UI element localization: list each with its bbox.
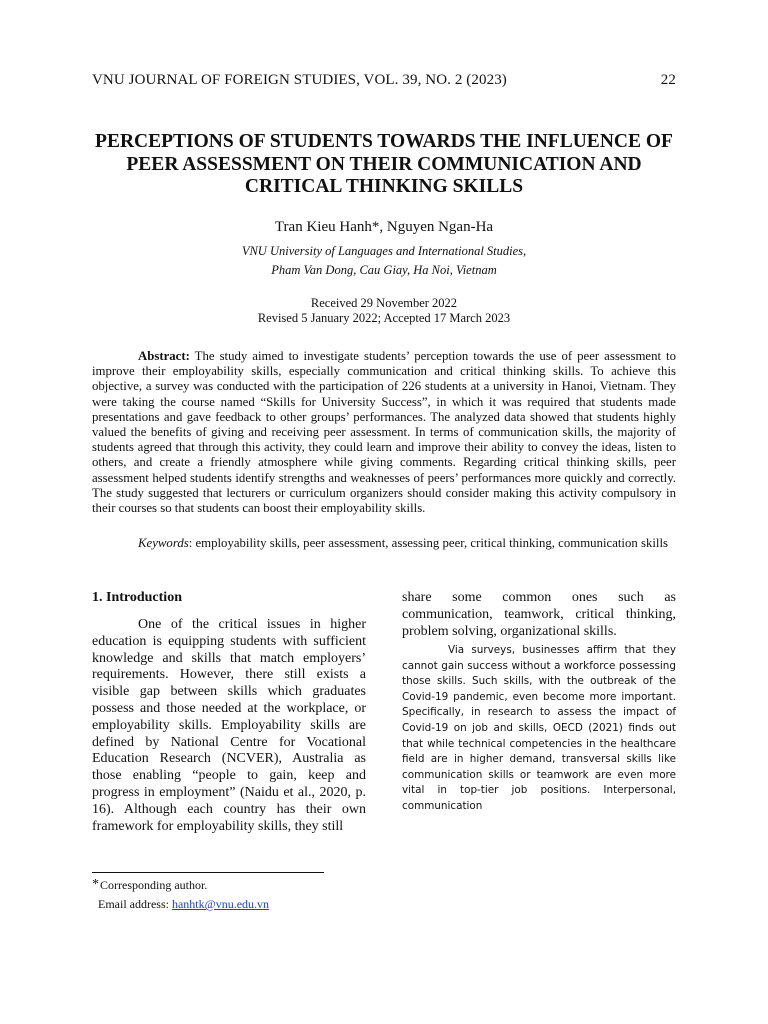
affiliation-line-1: VNU University of Languages and International Studies, (241, 244, 527, 258)
keywords-label: Keywords (138, 536, 189, 550)
introduction-paragraph-1: One of the critical issues in higher education is equipping students with sufficient knowledge and skills that match employers’ requirements. However, there still exists a visible gap between skills which graduates possess and those needed at the workplace, or employability skills. Employability skills are defined by National Centre for Vocational Education Research (NCVER), Australia as those enabling “people to gain, keep and progress in employment” (Naidu et al., 2020, p. 16). Although each country has their own framework for employability skills, they still (92, 617, 366, 834)
introduction-paragraph-1-continued: share some common ones such as communication, teamwork, critical thinking, problem solving, organizational skills. (402, 590, 676, 639)
journal-name: VNU JOURNAL OF FOREIGN STUDIES, VOL. 39, NO. 2 (2023) (92, 72, 507, 88)
left-column (92, 589, 366, 835)
page-number: 22 (660, 72, 676, 88)
keywords (92, 536, 676, 551)
running-header (92, 72, 676, 89)
affiliation-line-2: Pham Van Dong, Cau Giay, Ha Noi, Vietnam (271, 263, 497, 277)
keywords-text: : employability skills, peer assessment, assessing peer, critical thinking, communication skills (188, 536, 669, 550)
author-list: Tran Kieu Hanh*, Nguyen Ngan-Ha (274, 219, 494, 235)
footnote-email (98, 897, 269, 912)
abstract-text: The study aimed to investigate students’ perception towards the use of peer assessment to improve their employability skills, especially communication and critical thinking skills. To achieve this objective, a survey was conducted with the participation of 226 students at a university in Hanoi, Vietnam. They were taking the course named “Skills for University Success”, in which it was required that students made presentations and gave feedback to other groups’ performances. The analyzed data showed that students highly valued the benefits of giving and receiving peer assessment. In terms of communication skills, the majority of students agreed that through this activity, they could learn and improve their ability to convey the ideas, listen to others, and create a friendly atmosphere while giving comments. Regarding critical thinking skills, peer assessment helped students identify strengths and weaknesses of peers’ performances more quickly and correctly. The study suggested that lecturers or curriculum organizers should consider making this activity compulsory in their courses so that students can boost their employability skills. (92, 349, 676, 516)
abstract (92, 349, 676, 516)
publication-dates (92, 296, 676, 326)
footnote-corresponding (92, 877, 207, 893)
footnote-divider (92, 872, 324, 873)
received-date: Received 29 November 2022 (310, 296, 458, 310)
corresponding-author-text: Corresponding author. (100, 878, 208, 892)
abstract-label: Abstract: (138, 349, 190, 363)
paper-title: PERCEPTIONS OF STUDENTS TOWARDS THE INFLUENCE OF PEER ASSESSMENT ON THEIR COMMUNICATION AND CRITICAL THINKING SKILLS (95, 131, 673, 197)
footnote-mark: * (92, 877, 99, 892)
introduction-paragraph-2: Via surveys, businesses affirm that they cannot gain success without a workforce possessing those skills. Such skills, with the outbreak of the Covid-19 pandemic, even become more important. Specifically, in research to assess the impact of Covid-19 on job and skills, OECD (2021) finds out that while technical competencies in the healthcare field are in higher demand, transversal skills like communication skills or teamwork are even more vital in top-tier job positions. Interpersonal, communication (402, 644, 676, 812)
section-heading-introduction: 1. Introduction (92, 590, 182, 605)
revised-accepted-date: Revised 5 January 2022; Accepted 17 March 2023 (257, 311, 511, 325)
email-link[interactable]: hanhtk@vnu.edu.vn (171, 897, 270, 911)
email-label: Email address: (98, 897, 169, 911)
right-column (402, 589, 676, 815)
